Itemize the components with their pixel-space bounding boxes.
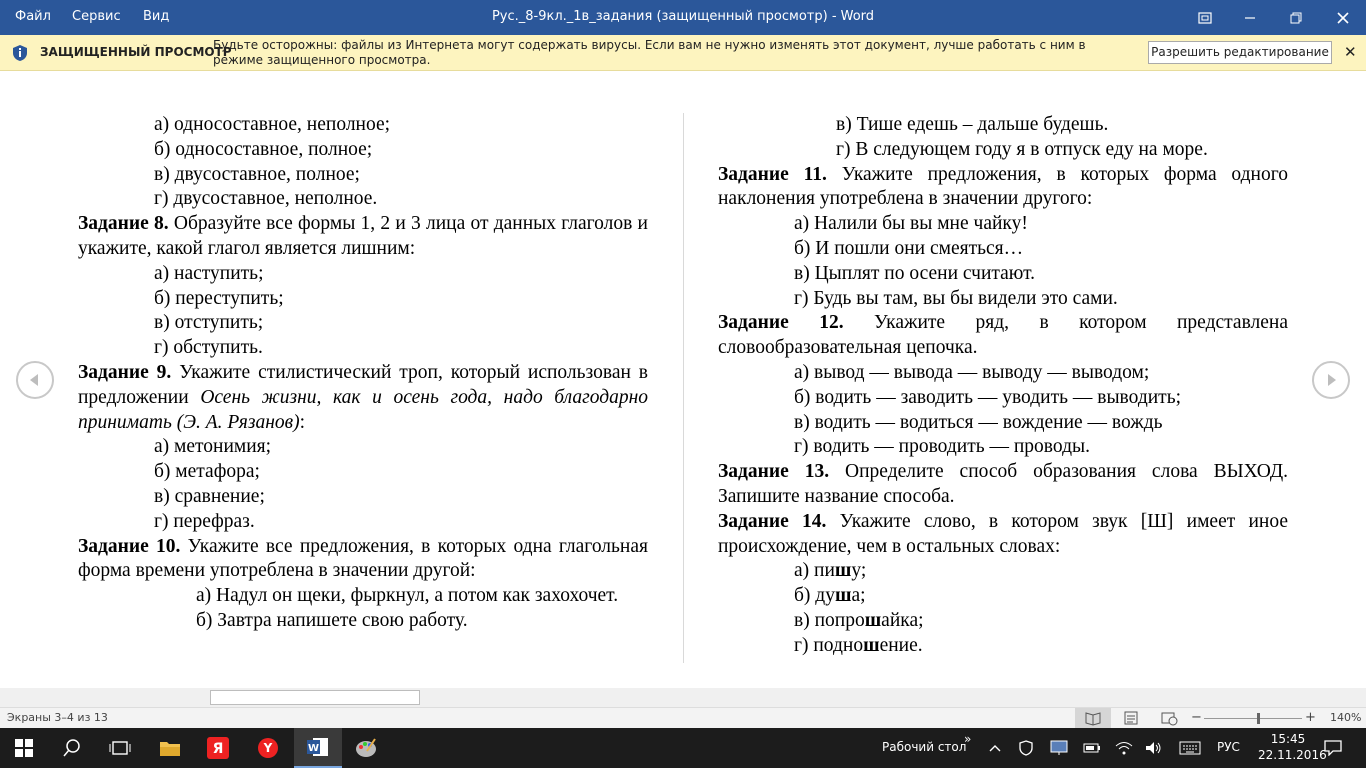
task-text: Укажите слово, в котором звук [Ш] имеет иное происхождение, чем в остальных словах:	[718, 510, 1288, 557]
zoom-out-button[interactable]: −	[1191, 710, 1202, 725]
right-column	[718, 113, 1288, 659]
task-10	[78, 535, 648, 585]
option-line: г) водить — проводить — проводы.	[794, 436, 1090, 458]
menu-service[interactable]: Сервис	[72, 9, 121, 24]
folder-icon	[159, 739, 181, 757]
action-center-button[interactable]	[1318, 728, 1348, 768]
notification-icon	[1324, 740, 1342, 756]
zoom-slider-thumb[interactable]	[1257, 713, 1260, 724]
bold-letter: ш	[864, 609, 882, 631]
task-text: Укажите все предложения, в которых одна глагольная форма времени употреблена в значении другой:	[78, 535, 648, 582]
display-tray-icon[interactable]	[1046, 728, 1072, 768]
option-line: а) односоставное, неполное;	[154, 114, 391, 135]
word-part: г) подно	[794, 634, 864, 656]
status-bar	[0, 707, 1366, 729]
title-bar	[0, 0, 1366, 35]
palette-icon	[355, 737, 377, 759]
arrow-left-icon	[18, 363, 52, 397]
task-text: Укажите стилистический троп, который использован в предложении	[78, 361, 649, 408]
book-icon	[1075, 708, 1111, 728]
restore-button[interactable]	[1273, 0, 1319, 35]
word-taskbar-button[interactable]	[294, 728, 342, 768]
column-divider	[683, 113, 684, 663]
horizontal-scrollbar[interactable]	[0, 688, 1366, 707]
minimize-icon	[1244, 12, 1256, 24]
task-label: Задание 13.	[718, 461, 830, 483]
option-line: а) метонимия;	[154, 436, 272, 458]
next-page-button[interactable]	[1312, 361, 1350, 399]
start-button[interactable]	[0, 728, 48, 768]
taskbar	[0, 728, 1366, 768]
task-text: Укажите предложения, в которых форма одного наклонения употреблена в значении другого:	[718, 163, 1288, 210]
option-line: б) односоставное, полное;	[154, 138, 373, 160]
option-line: г) перефраз.	[154, 510, 255, 532]
option-line: а) Налили бы вы мне чайку!	[794, 213, 1028, 235]
task-label: Задание 10.	[78, 535, 181, 557]
option-line: б) переступить;	[154, 287, 284, 309]
task-text: Укажите ряд, в котором представлена словообразовательная цепочка.	[718, 312, 1288, 359]
svg-text:W: W	[307, 743, 320, 754]
word-part: б) ду	[794, 585, 835, 607]
protected-view-bar	[0, 35, 1366, 71]
option-line: а) вывод — вывода — выводу — выводом;	[794, 361, 1150, 383]
toolbar-chevron[interactable]: »	[964, 732, 972, 746]
yandex-browser-button[interactable]	[194, 728, 242, 768]
task-view-button[interactable]	[96, 728, 144, 768]
clock-date: 22.11.2016	[1258, 748, 1327, 762]
yandex-circle-icon	[257, 737, 279, 759]
task-8	[78, 212, 648, 262]
page-counter: Экраны 3–4 из 13	[7, 711, 108, 724]
monitor-icon	[1050, 740, 1068, 756]
search-button[interactable]	[48, 728, 96, 768]
bold-letter: ш	[863, 634, 880, 656]
chevron-up-icon	[989, 744, 1001, 752]
option-line	[718, 634, 1288, 659]
scrollbar-thumb[interactable]	[210, 690, 420, 705]
option-line: б) Завтра напишете свою работу.	[196, 609, 468, 631]
option-line: г) Будь вы там, вы бы видели это сами.	[794, 287, 1118, 309]
option-line: в) Тише едешь – дальше будешь.	[836, 114, 1109, 135]
enable-editing-button[interactable]: Разрешить редактирование	[1148, 41, 1332, 64]
option-line: б) метафора;	[154, 461, 260, 483]
svg-text:Я: Я	[212, 741, 224, 757]
left-column	[78, 113, 648, 634]
option-line: б) И пошли они смеяться…	[794, 237, 1024, 259]
close-button[interactable]	[1320, 0, 1366, 35]
shield-tray-icon	[1019, 740, 1033, 756]
task-text: Определите способ образования слова ВЫХОД. Запишите название способа.	[718, 461, 1288, 507]
desktop-toolbar-label[interactable]: Рабочий стол	[882, 740, 967, 754]
keyboard-tray-icon[interactable]	[1176, 728, 1204, 768]
fullscreen-button[interactable]	[1182, 0, 1228, 35]
wifi-icon	[1115, 740, 1133, 756]
option-line	[718, 609, 1288, 634]
arrow-right-icon	[1314, 363, 1348, 397]
bold-letter: ш	[834, 560, 852, 582]
battery-icon	[1083, 741, 1101, 755]
zoom-in-button[interactable]: +	[1305, 710, 1316, 725]
search-icon	[63, 739, 81, 757]
task-label: Задание 12.	[718, 312, 844, 334]
paint-button[interactable]	[342, 728, 390, 768]
menu-file[interactable]: Файл	[15, 9, 51, 24]
restore-icon	[1290, 12, 1302, 24]
defender-tray-icon[interactable]	[1015, 728, 1037, 768]
bold-letter: ш	[834, 585, 852, 607]
battery-tray-icon[interactable]	[1080, 728, 1104, 768]
option-line: в) Цыплят по осени считают.	[794, 262, 1036, 284]
document-page	[0, 71, 1366, 688]
option-line	[718, 559, 1288, 584]
web-layout-button[interactable]	[1156, 708, 1182, 728]
volume-tray-icon[interactable]	[1142, 728, 1166, 768]
fullscreen-icon	[1198, 12, 1212, 24]
window-title: Рус._8-9кл._1в_задания (защищенный просмотр) - Word	[491, 9, 875, 24]
word-part: в) попро	[794, 609, 865, 631]
show-hidden-icons-button[interactable]	[985, 728, 1005, 768]
word-part: а) пи	[794, 560, 835, 582]
task-quote: Осень жизни, как и осень года, надо благодарно принимать (Э. А. Рязанов)	[78, 386, 649, 433]
close-infobar-icon[interactable]: ✕	[1344, 43, 1357, 61]
input-language[interactable]: РУС	[1217, 740, 1240, 754]
option-line: в) сравнение;	[154, 485, 265, 507]
windows-icon	[15, 739, 33, 757]
option-line: б) водить — заводить — уводить — выводить;	[794, 386, 1182, 408]
option-line	[718, 584, 1288, 609]
task-13	[718, 460, 1288, 510]
yandex-app-button[interactable]	[244, 728, 292, 768]
zoom-level[interactable]: 140%	[1330, 711, 1362, 724]
task-14	[718, 510, 1288, 560]
option-line: г) обступить.	[154, 337, 263, 359]
option-line: а) Надул он щеки, фыркнул, а потом как захохочет.	[196, 585, 619, 607]
task-11	[718, 163, 1288, 213]
zoom-slider[interactable]	[1204, 718, 1302, 719]
shield-icon	[11, 44, 29, 62]
minimize-button[interactable]	[1227, 0, 1273, 35]
word-part: айка;	[881, 609, 924, 631]
task-text: Образуйте все формы 1, 2 и 3 лица от данных глаголов и укажите, какой глагол является лишним:	[78, 213, 648, 259]
task-view-icon	[109, 740, 131, 756]
network-tray-icon[interactable]	[1112, 728, 1136, 768]
option-line: г) двусоставное, неполное.	[154, 188, 378, 210]
word-part: а;	[851, 585, 866, 607]
task-label: Задание 14.	[718, 510, 827, 532]
svg-text:Y: Y	[263, 741, 273, 755]
file-explorer-button[interactable]	[146, 728, 194, 768]
word-part: у;	[851, 560, 867, 582]
keyboard-icon	[1179, 741, 1201, 755]
task-label: Задание 9.	[78, 361, 172, 383]
prev-page-button[interactable]	[16, 361, 54, 399]
close-icon	[1336, 11, 1350, 25]
option-line: в) двусоставное, полное;	[154, 163, 360, 185]
web-layout-icon	[1156, 708, 1182, 728]
read-mode-button[interactable]	[1075, 708, 1111, 728]
menu-view[interactable]: Вид	[143, 9, 170, 24]
yandex-icon	[207, 737, 229, 759]
clock-time: 15:45	[1270, 732, 1306, 746]
print-layout-button[interactable]	[1118, 708, 1144, 728]
option-line: в) отступить;	[154, 312, 264, 334]
word-part: ение.	[879, 634, 923, 656]
clock[interactable]	[1258, 731, 1327, 763]
protected-view-title: ЗАЩИЩЕННЫЙ ПРОСМОТР	[40, 45, 232, 59]
task-9	[78, 361, 648, 435]
option-line: в) водить — водиться — вождение — вождь	[794, 411, 1163, 433]
task-label: Задание 11.	[718, 163, 827, 185]
task-label: Задание 8.	[78, 213, 169, 235]
option-line: а) наступить;	[154, 262, 264, 284]
page-layout-icon	[1118, 708, 1144, 728]
protected-view-message: Будьте осторожны: файлы из Интернета могут содержать вирусы. Если вам не нужно изменять этот документ, лучше работать с ним в режиме защищенного просмотра.	[213, 38, 1086, 67]
task-12	[718, 311, 1288, 361]
speaker-icon	[1145, 740, 1163, 756]
option-line: г) В следующем году я в отпуск еду на море.	[836, 138, 1208, 160]
task-colon: :	[299, 411, 306, 433]
word-icon	[307, 737, 329, 757]
